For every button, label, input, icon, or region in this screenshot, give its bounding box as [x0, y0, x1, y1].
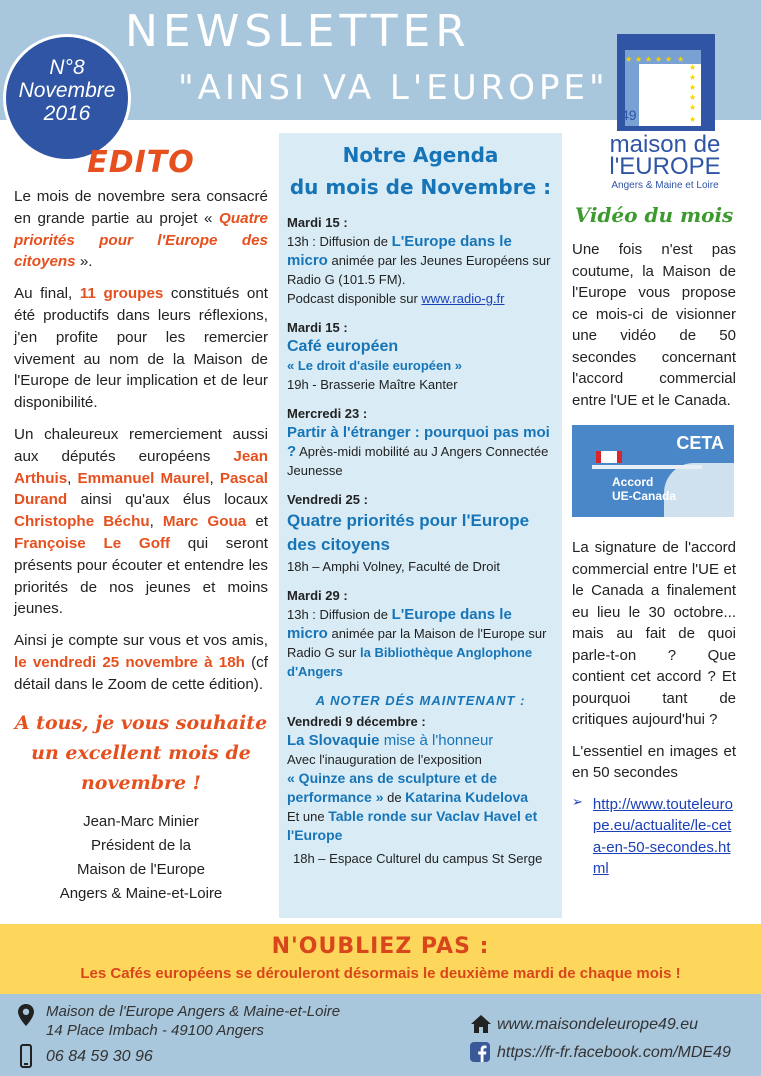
video-description: La signature de l'accord commercial entre l'UE et le Canada a finalement eu lieu le 30 octobre... mais au fait de quoi parle-t-on ? Que contient cet accord ? Et pourquoi tant de critiques aujourd'hui ?: [572, 539, 736, 728]
agenda-event-3: Mercredi 23 : Partir à l'étranger : pourquoi pas moi ? Après-midi mobilité au J Angers Connectée Jeunesse: [287, 406, 550, 478]
issue-badge: [3, 34, 131, 162]
issue-month: Novembre: [18, 79, 116, 102]
edito-signature: Jean-Marc Minier Président de la Maison de l'Europe Angers & Maine-et-Loire: [59, 812, 223, 902]
video-column: [572, 203, 736, 880]
agenda-event-4: Vendredi 25 : Quatre priorités pour l'Europe des citoyens 18h – Amphi Volney, Faculté de Droit: [287, 492, 530, 574]
footer-address: Maison de l'Europe Angers & Maine-et-Loire 14 Place Imbach - 49100 Angers: [46, 1003, 341, 1039]
video-intro: Une fois n'est pas coutume, la Maison de l'Europe vous propose ce mois-ci de visionner une vidéo de 50 secondes concernant l'accord commercial entre l'UE et le Canada.: [572, 241, 736, 409]
edito-paragraph-2: Au final, 11 groupes constitués ont été productifs dans leurs réflexions, j'en profite pour les remercier vivement au nom de la Maison de l'Europe de leur implication et de leur disponibilité.: [14, 285, 268, 412]
edito-signoff: A tous, je vous souhaite un excellent mois de novembre !: [14, 711, 268, 794]
reminder-banner: [0, 924, 761, 994]
edito-title: EDITO: [87, 145, 195, 180]
radio-g-link[interactable]: www.radio-g.fr: [421, 291, 505, 306]
agenda-event-1: Mardi 15 : 13h : Diffusion de L'Europe dans le micro animée par les Jeunes Européens sur Radio G (101.5 FM). Podcast disponible sur www.radio-g.fr: [287, 215, 551, 306]
video-essential: L'essentiel en images et en 50 secondes: [572, 742, 736, 781]
agenda-event-2: Mardi 15 : Café européen « Le droit d'asile européen » 19h - Brasserie Maître Kanter: [287, 320, 463, 392]
ceta-video-thumbnail[interactable]: [572, 425, 734, 517]
location-pin-icon: [18, 1004, 34, 1026]
video-link[interactable]: http://www.touteleurope.eu/actualite/le-ceta-en-50-secondes.html: [592, 795, 733, 877]
agenda-panel: [279, 133, 562, 918]
banner-text: Les Cafés européens se dérouleront désormais le deuxième mardi de chaque mois !: [80, 965, 681, 982]
issue-number: N°8: [49, 56, 85, 79]
facebook-icon: [470, 1042, 490, 1062]
issue-year: 2016: [43, 102, 91, 125]
edito-paragraph-1: Le mois de novembre sera consacré en grande partie au projet « Quatre priorités pour l'Europe des citoyens ».: [14, 188, 268, 271]
logo-number: 49: [621, 107, 637, 123]
newsletter-title: NEWSLETTER: [125, 6, 471, 57]
ceta-sublabel: Accord UE-Canada: [612, 475, 677, 503]
logo-subtitle: Angers & Maine et Loire: [611, 180, 719, 191]
agenda-title: Notre Agenda du mois de Novembre :: [289, 143, 552, 199]
footer-phone[interactable]: 06 84 59 30 96: [46, 1048, 153, 1065]
footer-website[interactable]: www.maisondeleurope49.eu: [497, 1016, 699, 1033]
ceta-label: CETA: [676, 433, 724, 453]
edito-column: [14, 145, 268, 906]
logo-name: maison de l'EUROPE: [609, 131, 721, 180]
footer-facebook[interactable]: https://fr-fr.facebook.com/MDE49: [497, 1044, 731, 1061]
phone-icon: [20, 1044, 32, 1068]
arrow-shape: [592, 465, 702, 469]
agenda-event-5: Mardi 29 : 13h : Diffusion de L'Europe dans le micro animée par la Maison de l'Europe sur Radio G sur la Bibliothèque Anglophone d'Angers: [287, 588, 547, 679]
video-link-row: [572, 794, 736, 880]
video-title: Vidéo du mois: [574, 203, 734, 227]
canada-flag-icon: [596, 451, 622, 463]
arrow-bullet-icon: ➢: [572, 793, 583, 809]
banner-title: N'OUBLIEZ PAS :: [271, 934, 490, 959]
footer: [0, 994, 761, 1076]
edito-paragraph-3: Un chaleureux remerciement aussi aux députés européens Jean Arthuis, Emmanuel Maurel, Pascal Durand ainsi qu'aux élus locaux Christophe Béchu, Marc Goua et Françoise Le Goff qui seront présents pour écouter et entendre les priorités de nos jeunes et moins jeunes.: [14, 425, 268, 618]
home-icon: [470, 1014, 492, 1034]
agenda-event-6: Vendredi 9 décembre : La Slovaquie mise à l'honneur Avec l'inauguration de l'exposition « Quinze ans de sculpture et de performance » de Katarina Kudelova Et une Table ronde sur Vaclav Havel et l'Europe 18h – Espace Culturel du campus St Serge: [287, 714, 543, 866]
newsletter-subtitle: "AINSI VA L'EUROPE": [178, 68, 609, 108]
agenda-note: A NOTER DÉS MAINTENANT :: [315, 693, 526, 708]
maison-europe-logo: 49 ★ ★ ★ ★ ★ ★ ★ ★ ★ ★ ★ ★: [617, 34, 715, 131]
edito-paragraph-4: Ainsi je compte sur vous et vos amis, le vendredi 25 novembre à 18h (cf détail dans le Zoom de cette édition).: [14, 632, 268, 693]
